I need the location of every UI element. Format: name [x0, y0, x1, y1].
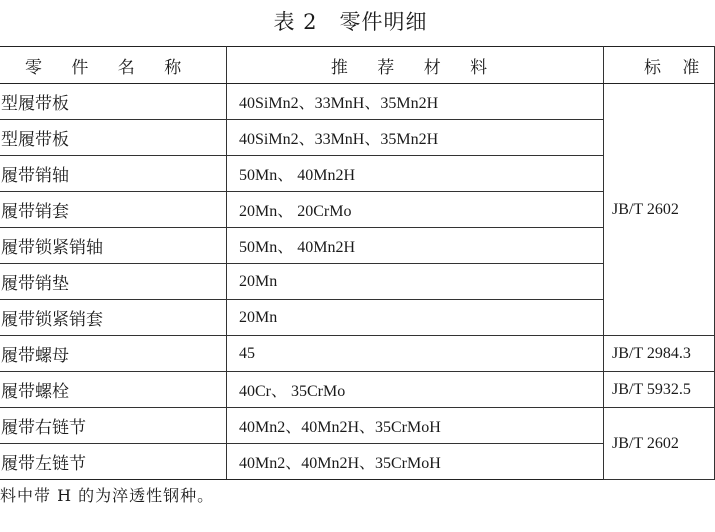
material-cell: 40Mn2、40Mn2H、35CrMoH: [227, 444, 604, 480]
table-title: 表 2 零件明细: [273, 10, 428, 34]
part-name-cell: 履带销套: [0, 192, 227, 228]
material-cell: 20Mn: [227, 300, 604, 336]
part-name-cell: 型履带板: [0, 84, 227, 120]
material-cell: 50Mn、 40Mn2H: [227, 156, 604, 192]
material-cell: 40SiMn2、33MnH、35Mn2H: [227, 120, 604, 156]
parts-table: [0, 46, 715, 480]
part-name-cell: 型履带板: [0, 120, 227, 156]
part-name-cell: 履带锁紧销轴: [0, 228, 227, 264]
table-row: [0, 84, 715, 120]
material-cell: 20Mn: [227, 264, 604, 300]
material-cell: 20Mn、 20CrMo: [227, 192, 604, 228]
standard-cell: JB/T 2602: [604, 408, 715, 480]
table-header-row: [0, 47, 715, 84]
header-standard: 标 准: [604, 47, 715, 84]
material-cell: 45: [227, 336, 604, 372]
table-row: [0, 336, 715, 372]
part-name-cell: 履带销轴: [0, 156, 227, 192]
material-cell: 40Mn2、40Mn2H、35CrMoH: [227, 408, 604, 444]
header-material: 推 荐 材 料: [227, 47, 604, 84]
material-cell: 40SiMn2、33MnH、35Mn2H: [227, 84, 604, 120]
standard-cell: JB/T 2602: [604, 84, 715, 336]
part-name-cell: 履带右链节: [0, 408, 227, 444]
table-row: [0, 408, 715, 444]
header-part-name: 零 件 名 称: [0, 47, 227, 84]
part-name-cell: 履带左链节: [0, 444, 227, 480]
part-name-cell: 履带销垫: [0, 264, 227, 300]
material-cell: 40Cr、 35CrMo: [227, 372, 604, 408]
standard-cell: JB/T 5932.5: [604, 372, 715, 408]
material-cell: 50Mn、 40Mn2H: [227, 228, 604, 264]
part-name-cell: 履带螺母: [0, 336, 227, 372]
table-row: [0, 372, 715, 408]
part-name-cell: 履带螺栓: [0, 372, 227, 408]
table-footnote: 料中带 H 的为淬透性钢种。: [0, 486, 215, 505]
part-name-cell: 履带锁紧销套: [0, 300, 227, 336]
standard-cell: JB/T 2984.3: [604, 336, 715, 372]
